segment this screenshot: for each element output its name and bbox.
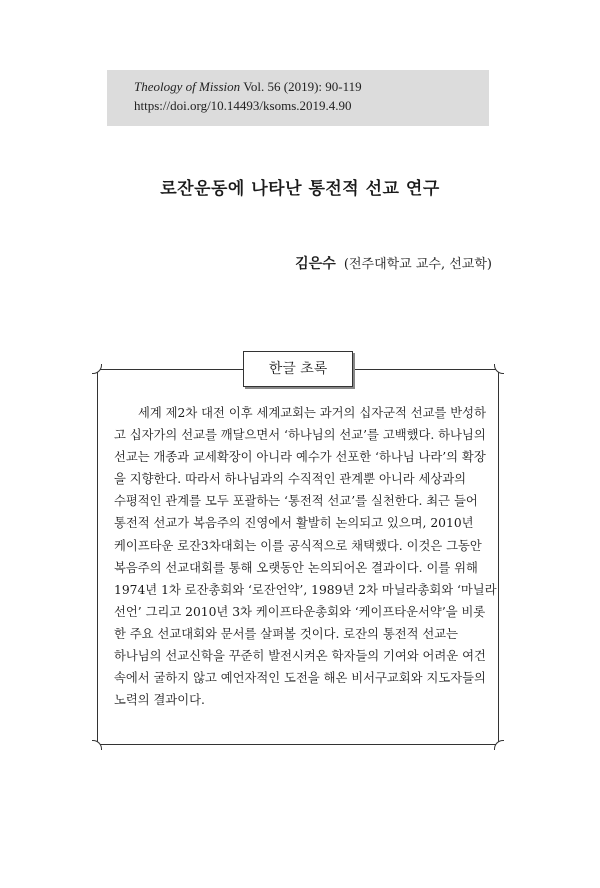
abstract-line: 하나님의 선교신학을 꾸준히 발전시켜온 학자들의 기여와 어려운 여건 [114, 649, 486, 664]
abstract-line: 1974년 1차 로잔총회와 ‘로잔언약’, 1989년 2차 마닐라총회와 ‘마닐라 [114, 582, 497, 597]
frame-corner [494, 740, 504, 750]
abstract-line: 선언’ 그리고 2010년 3차 케이프타운총회와 ‘케이프타운서약’을 비롯 [114, 604, 486, 619]
abstract-line: 수평적인 관계를 모두 포괄하는 ‘통전적 선교’를 실천한다. 최근 들어 [114, 494, 478, 509]
frame-corner [92, 740, 102, 750]
abstract-body [114, 402, 497, 711]
abstract-line: 케이프타운 로잔3차대회는 이를 공식적으로 채택했다. 이것은 그동안 [114, 538, 482, 553]
abstract-line: 속에서 굴하지 않고 예언자적인 도전을 해온 비서구교회와 지도자들의 [114, 671, 486, 686]
author-affiliation: (전주대학교 교수, 선교학) [343, 257, 492, 272]
abstract-heading: 한글 초록 [243, 351, 353, 387]
abstract-line: 복음주의 선교대회를 통해 오랫동안 논의되어온 결과이다. 이를 위해 [114, 560, 478, 575]
frame-corner [494, 364, 504, 374]
volume-info: Vol. 56 (2019): 90-119 [243, 79, 362, 94]
author-line [295, 253, 492, 273]
abstract-line: 한 주요 선교대회와 문서를 살펴볼 것이다. 로잔의 통전적 선교는 [114, 626, 459, 641]
abstract-line: 노력의 결과이다. [114, 693, 205, 708]
journal-header [107, 70, 489, 126]
abstract-line: 세계 제2차 대전 이후 세계교회는 과거의 십자군적 선교를 반성하 [138, 406, 486, 420]
author-name: 김은수 [295, 256, 336, 272]
abstract-line: 통전적 선교가 복음주의 진영에서 활발히 논의되고 있으며, 2010년 [114, 516, 474, 531]
frame-corner [92, 364, 102, 374]
abstract-line: 을 지향한다. 따라서 하나님과의 수직적인 관계뿐 아니라 세상과의 [114, 472, 466, 487]
journal-name: Theology of Mission [134, 79, 241, 94]
abstract-line: 고 십자가의 선교를 깨달으면서 ‘하나님의 선교’를 고백했다. 하나님의 [114, 428, 486, 443]
doi-link[interactable]: https://doi.org/10.14493/ksoms.2019.4.90 [134, 98, 352, 113]
journal-citation [134, 79, 362, 95]
paper-title: 로잔운동에 나타난 통전적 선교 연구 [160, 179, 440, 199]
abstract-line: 선교는 개종과 교세확장이 아니라 예수가 선포한 ‘하나님 나라’의 확장 [114, 450, 486, 465]
